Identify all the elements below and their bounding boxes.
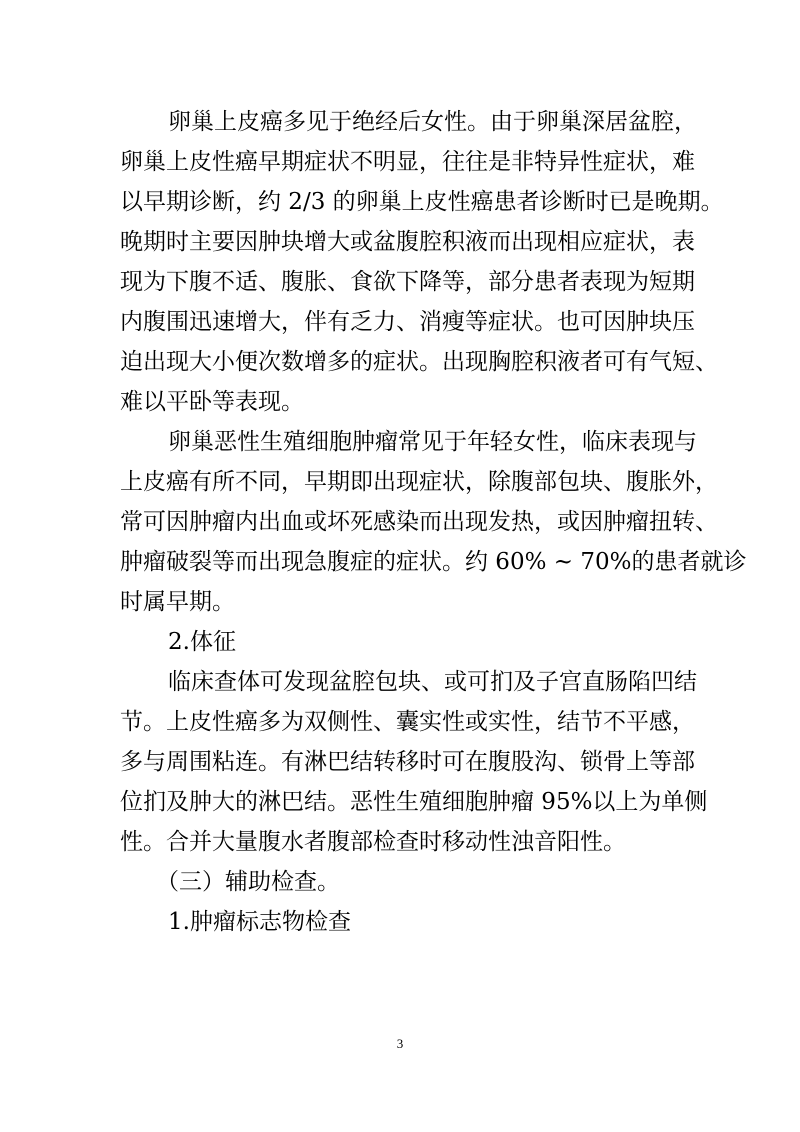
paragraph-3-line-3: 多与周围粘连。有淋巴结转移时可在腹股沟、锁骨上等部	[120, 749, 695, 775]
paragraph-2-line-5: 时属早期。	[120, 589, 235, 615]
section-heading-signs: 2.体征	[168, 629, 236, 655]
paragraph-3-line-5: 性。合并大量腹水者腹部检查时移动性浊音阳性。	[120, 829, 626, 855]
section-heading-tumor-markers: 1.肿瘤标志物检查	[168, 909, 351, 935]
paragraph-1-line-7: 迫出现大小便次数增多的症状。出现胸腔积液者可有气短、	[120, 349, 718, 375]
paragraph-1-line-1: 卵巢上皮癌多见于绝经后女性。由于卵巢深居盆腔，	[168, 109, 697, 135]
paragraph-1-line-5: 现为下腹不适、腹胀、食欲下降等，部分患者表现为短期	[120, 269, 695, 295]
paragraph-1-line-3: 以早期诊断，约 2/3 的卵巢上皮性癌患者诊断时已是晚期。	[120, 189, 724, 215]
paragraph-3-line-1: 临床查体可发现盆腔包块、或可扪及子宫直肠陷凹结	[168, 669, 697, 695]
section-heading-auxiliary-exam: （三）辅助检查。	[156, 869, 340, 895]
paragraph-1-line-8: 难以平卧等表现。	[120, 389, 304, 415]
paragraph-2-line-2: 上皮癌有所不同，早期即出现症状，除腹部包块、腹胀外，	[120, 469, 718, 495]
paragraph-2-line-4: 肿瘤破裂等而出现急腹症的症状。约 60% ~ 70%的患者就诊	[120, 549, 747, 575]
paragraph-1-line-4: 晚期时主要因肿块增大或盆腹腔积液而出现相应症状，表	[120, 229, 695, 255]
paragraph-1-line-6: 内腹围迅速增大，伴有乏力、消瘦等症状。也可因肿块压	[120, 309, 695, 335]
paragraph-2-line-1: 卵巢恶性生殖细胞肿瘤常见于年轻女性，临床表现与	[168, 429, 697, 455]
paragraph-2-line-3: 常可因肿瘤内出血或坏死感染而出现发热，或因肿瘤扭转、	[120, 509, 718, 535]
paragraph-1-line-2: 卵巢上皮性癌早期症状不明显，往往是非特异性症状，难	[120, 149, 695, 175]
page-number: 3	[396, 1036, 404, 1051]
paragraph-3-line-4: 位扪及肿大的淋巴结。恶性生殖细胞肿瘤 95%以上为单侧	[120, 789, 708, 815]
paragraph-3-line-2: 节。上皮性癌多为双侧性、囊实性或实性，结节不平感，	[120, 709, 695, 735]
